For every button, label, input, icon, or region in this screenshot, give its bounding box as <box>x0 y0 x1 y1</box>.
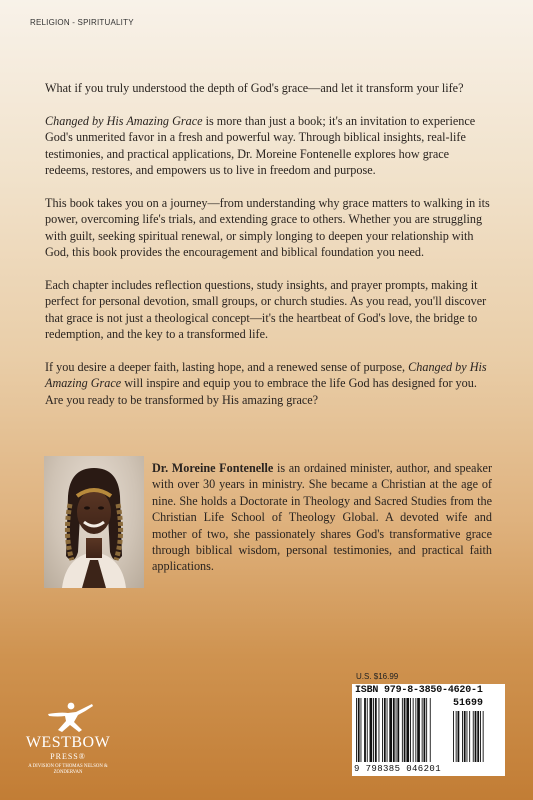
blurb-paragraph-6: Are you ready to be transformed by His amazing grace? <box>45 392 319 407</box>
publisher-division: A DIVISION OF THOMAS NELSON & ZONDERVAN <box>28 764 108 775</box>
publisher-name: WESTBOW <box>25 734 111 751</box>
isbn-number: 9 798385 046201 <box>354 764 442 774</box>
barcode-bars-icon <box>352 684 505 776</box>
blurb-paragraph-5-text: will inspire and equip you to embrace the life God has designed for you. <box>121 376 477 390</box>
author-portrait-image <box>44 456 144 588</box>
isbn-label: ISBN 979-8-3850-4620-1 <box>355 685 483 696</box>
blurb <box>45 80 495 424</box>
runner-figure-icon <box>18 700 118 736</box>
blurb-paragraph-5-lead: If you desire a deeper faith, lasting hope, and a renewed sense of purpose, <box>45 359 409 374</box>
blurb-paragraph-5 <box>45 359 495 392</box>
category-label: RELIGION - SPIRITUALITY <box>30 18 134 27</box>
price-label: U.S. $16.99 <box>356 672 399 681</box>
isbn-addon-label: 51699 <box>453 698 484 709</box>
publisher-logo <box>18 700 118 790</box>
author-bio <box>152 460 492 575</box>
publisher-press: PRESS® <box>50 752 86 761</box>
blurb-paragraph-2-text: is more than just a book; it's an invitation to experience God's unmerited favor in a fresh and powerful way. Through biblical insights, real-life testimonies, and practical applications, Dr. Moreine Fontenelle explores how grace redeems, restores, and empowers us to live in freedom and purpose. <box>45 113 476 177</box>
author-bio-text: is an ordained minister, author, and speaker with over 30 years in ministry. She became a Christian at the age of nine. She holds a Doctorate in Theology and Sacred Studies from the Christian Life School of Theology Global. A devoted wife and mother of two, she passionately shares God's transformative grace through biblical wisdom, personal testimonies, and practical faith applications. <box>152 461 493 574</box>
author-name: Dr. Moreine Fontenelle <box>152 461 274 475</box>
blurb-paragraph-1: What if you truly understood the depth of God's grace—and let it transform your life? <box>45 81 464 95</box>
isbn-barcode <box>352 684 505 776</box>
author-photo <box>44 456 144 588</box>
blurb-paragraph-3: This book takes you on a journey—from understanding why grace matters to walking in its power, overcoming life's trials, and extending grace to others. Whether you are struggling with guilt, seeking spiritual renewal, or simply longing to deepen your relationship with God, this book provides the encouragement and biblical foundation you need. <box>45 195 490 259</box>
book-title: Changed by His Amazing Grace <box>45 113 203 128</box>
book-title: Changed by His Amazing Grace <box>45 359 487 390</box>
blurb-paragraph-4: Each chapter includes reflection questions, study insights, and prayer prompts, making it perfect for personal devotion, small groups, or church studies. As you read, you'll discover that grace is not just a theological concept—it's the heartbeat of God's love, the bridge to redemption, and the key to a transformed life. <box>45 277 487 341</box>
blurb-paragraph-2 <box>45 113 495 179</box>
